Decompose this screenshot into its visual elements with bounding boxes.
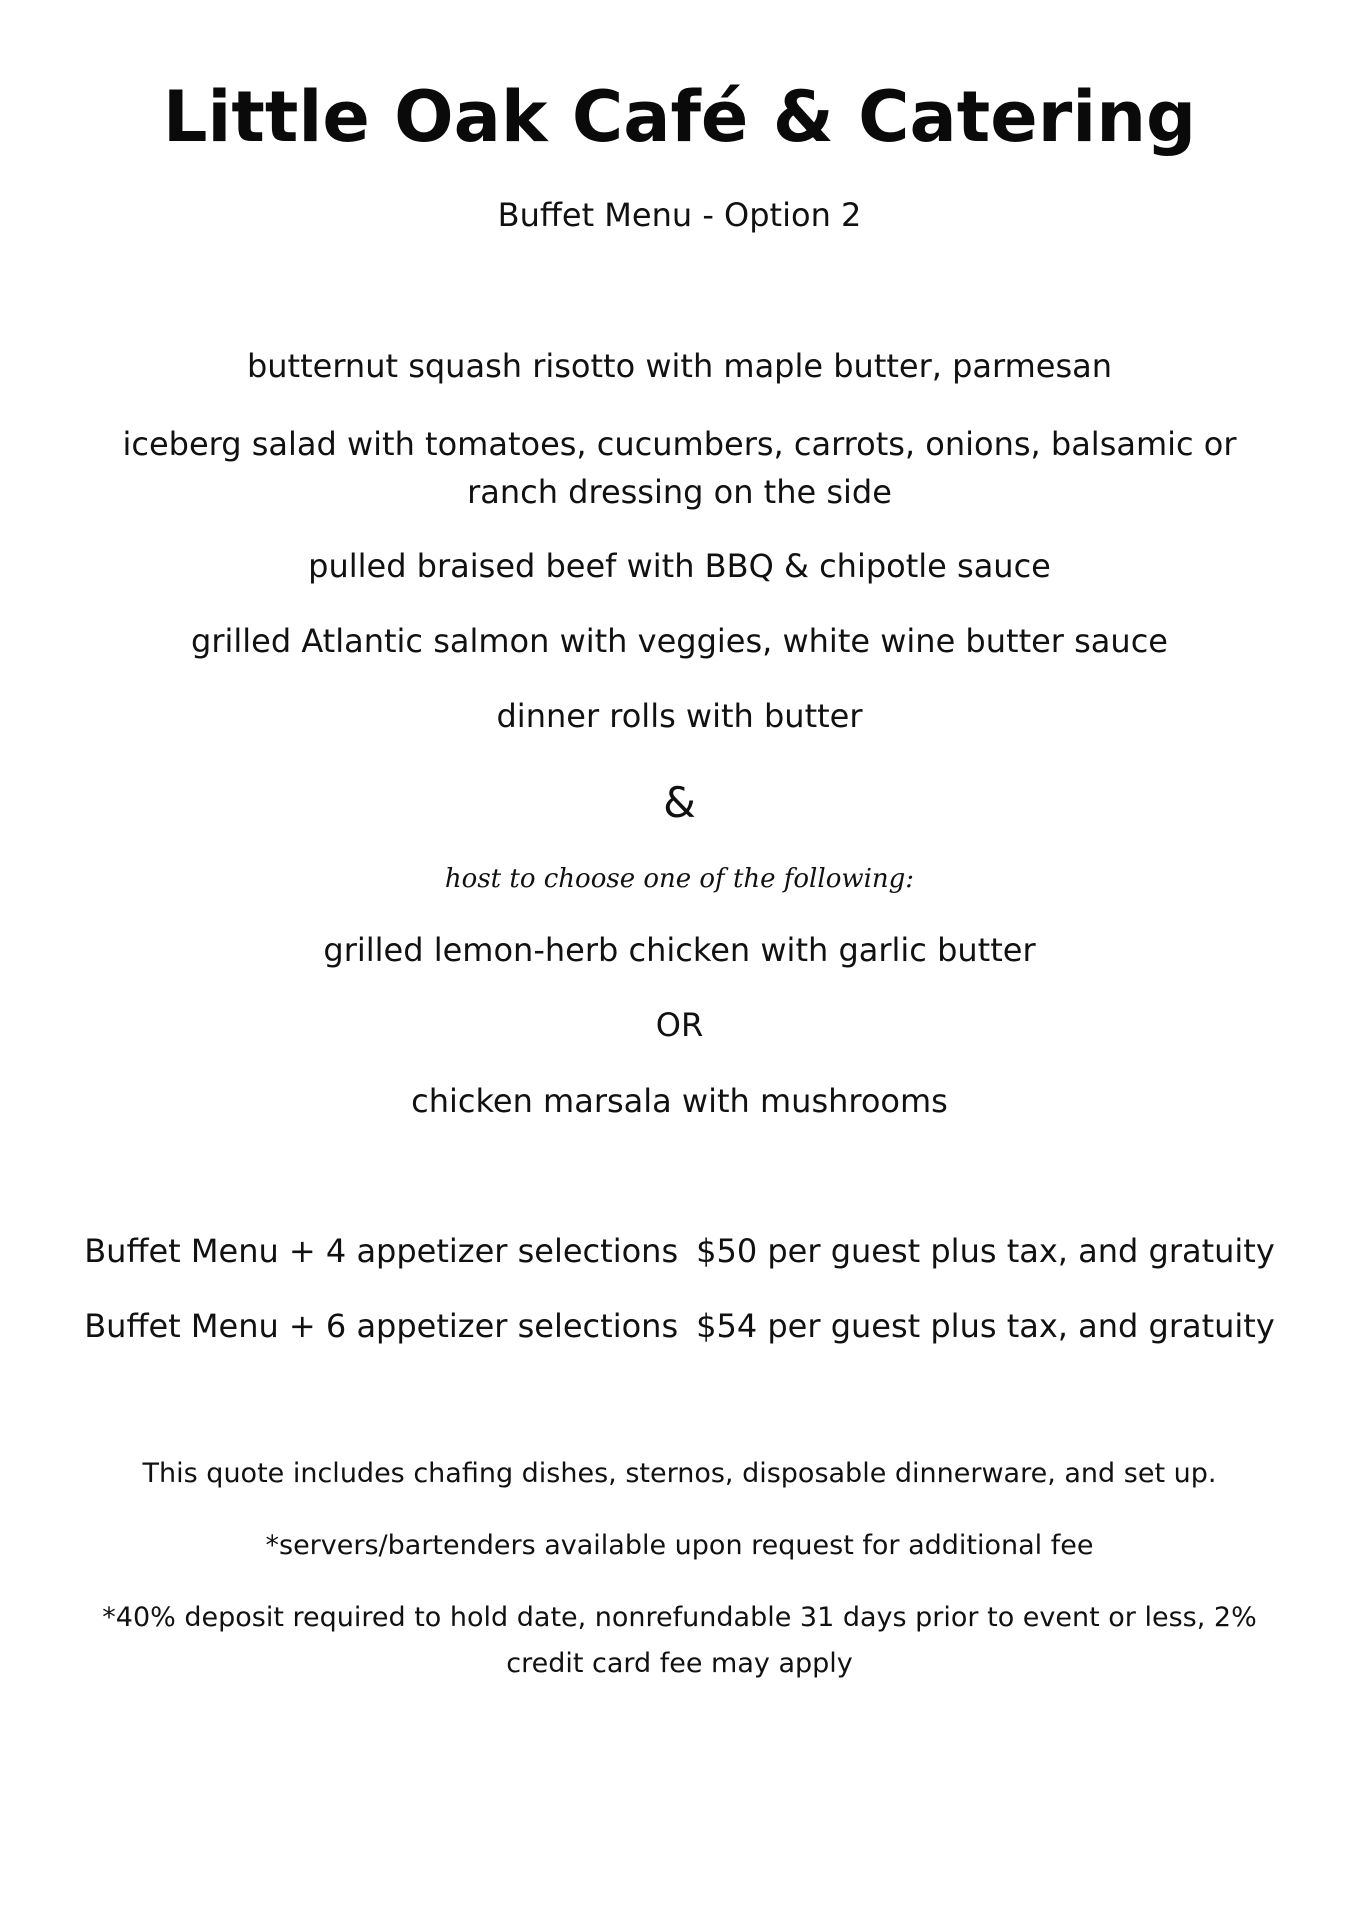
pricing-row-6 (0, 1306, 1359, 1346)
includes-note: This quote includes chafing dishes, sternos, disposable dinnerware, and set up. (142, 1458, 1217, 1489)
menu-subtitle: Buffet Menu - Option 2 (497, 196, 862, 234)
menu-item-beef: pulled braised beef with BBQ & chipotle sauce (308, 547, 1051, 585)
or-separator: OR (655, 1006, 704, 1044)
menu-item-rolls: dinner rolls with butter (496, 697, 863, 735)
page-title: Little Oak Café & Catering (162, 76, 1197, 158)
deposit-note: *40% deposit required to hold date, nonrefundable 31 days prior to event or less, 2% credit card fee may apply (102, 1602, 1257, 1679)
choose-instruction: host to choose one of the following: (444, 864, 915, 894)
pricing-amount: $54 per guest plus tax, and gratuity (696, 1307, 1275, 1345)
pricing-label: Buffet Menu + 4 appetizer selections (84, 1232, 679, 1270)
ampersand-divider: & (663, 778, 696, 827)
servers-note: *servers/bartenders available upon request for additional fee (265, 1530, 1094, 1561)
menu-item-risotto: butternut squash risotto with maple butter, parmesan (246, 347, 1113, 385)
pricing-amount: $50 per guest plus tax, and gratuity (696, 1232, 1275, 1270)
menu-item-salad: iceberg salad with tomatoes, cucumbers, carrots, onions, balsamic or ranch dressing on the side (122, 425, 1237, 511)
menu-choice-lemon-chicken: grilled lemon-herb chicken with garlic butter (323, 931, 1036, 969)
menu-choice-marsala: chicken marsala with mushrooms (411, 1082, 948, 1120)
pricing-row-4 (0, 1231, 1359, 1271)
menu-item-salmon: grilled Atlantic salmon with veggies, white wine butter sauce (191, 622, 1168, 660)
pricing-label: Buffet Menu + 6 appetizer selections (84, 1307, 679, 1345)
